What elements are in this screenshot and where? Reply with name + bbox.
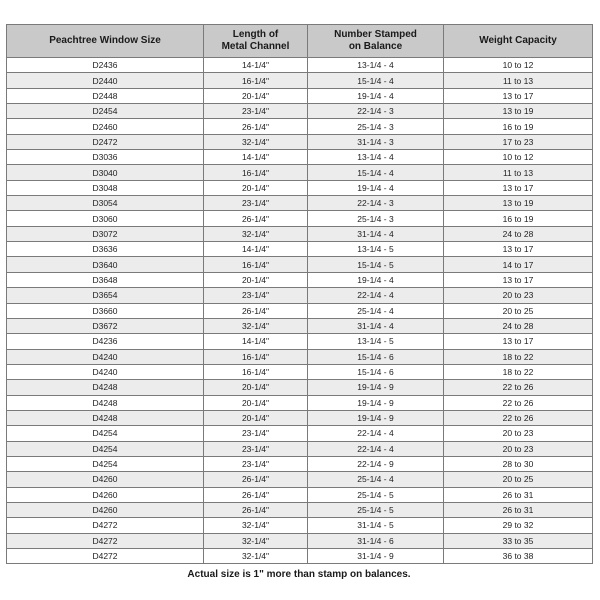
- cell-channel-length: 32-1/4": [204, 533, 308, 548]
- cell-channel-length: 23-1/4": [204, 196, 308, 211]
- table-row: [7, 288, 593, 303]
- table-row: [7, 364, 593, 379]
- cell-balance-stamp: 31-1/4 - 3: [308, 134, 444, 149]
- cell-balance-stamp: 19-1/4 - 9: [308, 380, 444, 395]
- cell-weight-capacity: 22 to 26: [444, 410, 593, 425]
- table-row: [7, 211, 593, 226]
- table-row: [7, 58, 593, 73]
- cell-window-size: D4254: [7, 456, 204, 471]
- table-row: [7, 119, 593, 134]
- cell-weight-capacity: 26 to 31: [444, 487, 593, 502]
- cell-window-size: D3648: [7, 272, 204, 287]
- table-row: [7, 441, 593, 456]
- table-row: [7, 533, 593, 548]
- cell-balance-stamp: 31-1/4 - 4: [308, 318, 444, 333]
- cell-window-size: D3640: [7, 257, 204, 272]
- cell-balance-stamp: 15-1/4 - 5: [308, 257, 444, 272]
- cell-weight-capacity: 29 to 32: [444, 518, 593, 533]
- cell-channel-length: 32-1/4": [204, 518, 308, 533]
- cell-balance-stamp: 15-1/4 - 6: [308, 349, 444, 364]
- cell-balance-stamp: 25-1/4 - 4: [308, 472, 444, 487]
- cell-window-size: D4248: [7, 380, 204, 395]
- cell-channel-length: 20-1/4": [204, 410, 308, 425]
- cell-window-size: D4260: [7, 502, 204, 517]
- cell-window-size: D4236: [7, 334, 204, 349]
- cell-window-size: D4260: [7, 472, 204, 487]
- header-stamp-line2: on Balance: [348, 41, 403, 52]
- table-row: [7, 73, 593, 88]
- cell-channel-length: 20-1/4": [204, 272, 308, 287]
- cell-channel-length: 14-1/4": [204, 242, 308, 257]
- cell-balance-stamp: 15-1/4 - 6: [308, 364, 444, 379]
- header-stamp-line1: Number Stamped: [334, 29, 417, 40]
- balance-chart-sheet: [6, 24, 592, 580]
- cell-weight-capacity: 13 to 17: [444, 272, 593, 287]
- cell-channel-length: 16-1/4": [204, 257, 308, 272]
- cell-channel-length: 26-1/4": [204, 211, 308, 226]
- cell-channel-length: 20-1/4": [204, 380, 308, 395]
- table-row: [7, 180, 593, 195]
- table-row: [7, 165, 593, 180]
- cell-weight-capacity: 13 to 17: [444, 88, 593, 103]
- cell-balance-stamp: 19-1/4 - 9: [308, 395, 444, 410]
- cell-weight-capacity: 14 to 17: [444, 257, 593, 272]
- table-row: [7, 257, 593, 272]
- cell-window-size: D3048: [7, 180, 204, 195]
- cell-weight-capacity: 26 to 31: [444, 502, 593, 517]
- cell-balance-stamp: 25-1/4 - 3: [308, 211, 444, 226]
- header-balance-stamp: [308, 25, 444, 58]
- cell-window-size: D3040: [7, 165, 204, 180]
- cell-channel-length: 23-1/4": [204, 104, 308, 119]
- cell-balance-stamp: 22-1/4 - 4: [308, 441, 444, 456]
- cell-channel-length: 20-1/4": [204, 180, 308, 195]
- cell-balance-stamp: 25-1/4 - 4: [308, 303, 444, 318]
- cell-balance-stamp: 31-1/4 - 6: [308, 533, 444, 548]
- cell-balance-stamp: 13-1/4 - 5: [308, 242, 444, 257]
- table-row: [7, 456, 593, 471]
- table-row: [7, 272, 593, 287]
- cell-weight-capacity: 13 to 19: [444, 104, 593, 119]
- cell-window-size: D3060: [7, 211, 204, 226]
- cell-weight-capacity: 24 to 28: [444, 226, 593, 241]
- cell-window-size: D3036: [7, 150, 204, 165]
- cell-window-size: D4248: [7, 410, 204, 425]
- cell-balance-stamp: 19-1/4 - 4: [308, 88, 444, 103]
- table-row: [7, 88, 593, 103]
- cell-window-size: D3054: [7, 196, 204, 211]
- cell-channel-length: 16-1/4": [204, 349, 308, 364]
- cell-balance-stamp: 13-1/4 - 4: [308, 150, 444, 165]
- cell-balance-stamp: 31-1/4 - 9: [308, 549, 444, 564]
- table-row: [7, 104, 593, 119]
- cell-window-size: D4260: [7, 487, 204, 502]
- header-weight-label: Weight Capacity: [479, 35, 557, 46]
- table-row: [7, 334, 593, 349]
- cell-balance-stamp: 22-1/4 - 4: [308, 426, 444, 441]
- cell-balance-stamp: 22-1/4 - 3: [308, 104, 444, 119]
- cell-channel-length: 16-1/4": [204, 73, 308, 88]
- cell-window-size: D3072: [7, 226, 204, 241]
- cell-weight-capacity: 22 to 26: [444, 395, 593, 410]
- cell-weight-capacity: 28 to 30: [444, 456, 593, 471]
- cell-weight-capacity: 36 to 38: [444, 549, 593, 564]
- cell-balance-stamp: 22-1/4 - 9: [308, 456, 444, 471]
- cell-balance-stamp: 31-1/4 - 4: [308, 226, 444, 241]
- cell-window-size: D4272: [7, 549, 204, 564]
- cell-weight-capacity: 13 to 17: [444, 180, 593, 195]
- cell-weight-capacity: 16 to 19: [444, 119, 593, 134]
- cell-window-size: D3654: [7, 288, 204, 303]
- cell-channel-length: 26-1/4": [204, 472, 308, 487]
- cell-balance-stamp: 19-1/4 - 4: [308, 180, 444, 195]
- cell-balance-stamp: 25-1/4 - 5: [308, 487, 444, 502]
- cell-channel-length: 32-1/4": [204, 226, 308, 241]
- cell-weight-capacity: 18 to 22: [444, 349, 593, 364]
- table-row: [7, 349, 593, 364]
- cell-balance-stamp: 31-1/4 - 5: [308, 518, 444, 533]
- cell-balance-stamp: 13-1/4 - 4: [308, 58, 444, 73]
- table-row: [7, 134, 593, 149]
- cell-channel-length: 20-1/4": [204, 88, 308, 103]
- cell-channel-length: 23-1/4": [204, 441, 308, 456]
- table-row: [7, 226, 593, 241]
- cell-balance-stamp: 19-1/4 - 9: [308, 410, 444, 425]
- cell-weight-capacity: 22 to 26: [444, 380, 593, 395]
- cell-window-size: D4240: [7, 349, 204, 364]
- table-row: [7, 472, 593, 487]
- cell-balance-stamp: 25-1/4 - 3: [308, 119, 444, 134]
- cell-weight-capacity: 10 to 12: [444, 150, 593, 165]
- cell-balance-stamp: 19-1/4 - 4: [308, 272, 444, 287]
- cell-window-size: D3672: [7, 318, 204, 333]
- cell-window-size: D4254: [7, 441, 204, 456]
- cell-balance-stamp: 22-1/4 - 3: [308, 196, 444, 211]
- cell-channel-length: 14-1/4": [204, 150, 308, 165]
- cell-channel-length: 16-1/4": [204, 165, 308, 180]
- cell-channel-length: 20-1/4": [204, 395, 308, 410]
- table-row: [7, 395, 593, 410]
- cell-weight-capacity: 13 to 17: [444, 242, 593, 257]
- header-channel-length: [204, 25, 308, 58]
- table-body: [7, 58, 593, 564]
- table-row: [7, 502, 593, 517]
- cell-window-size: D2454: [7, 104, 204, 119]
- cell-window-size: D2448: [7, 88, 204, 103]
- cell-weight-capacity: 10 to 12: [444, 58, 593, 73]
- cell-balance-stamp: 22-1/4 - 4: [308, 288, 444, 303]
- cell-weight-capacity: 20 to 23: [444, 426, 593, 441]
- cell-window-size: D4240: [7, 364, 204, 379]
- header-channel-line1: Length of: [232, 29, 279, 40]
- cell-channel-length: 26-1/4": [204, 119, 308, 134]
- cell-weight-capacity: 17 to 23: [444, 134, 593, 149]
- cell-balance-stamp: 15-1/4 - 4: [308, 165, 444, 180]
- header-window-size: [7, 25, 204, 58]
- cell-weight-capacity: 20 to 25: [444, 472, 593, 487]
- cell-weight-capacity: 24 to 28: [444, 318, 593, 333]
- header-channel-line2: Metal Channel: [221, 41, 290, 52]
- cell-window-size: D2460: [7, 119, 204, 134]
- table-row: [7, 518, 593, 533]
- cell-channel-length: 32-1/4": [204, 318, 308, 333]
- cell-channel-length: 16-1/4": [204, 364, 308, 379]
- cell-channel-length: 23-1/4": [204, 288, 308, 303]
- cell-window-size: D2440: [7, 73, 204, 88]
- cell-channel-length: 23-1/4": [204, 426, 308, 441]
- cell-channel-length: 32-1/4": [204, 134, 308, 149]
- cell-balance-stamp: 25-1/4 - 5: [308, 502, 444, 517]
- cell-balance-stamp: 13-1/4 - 5: [308, 334, 444, 349]
- cell-balance-stamp: 15-1/4 - 4: [308, 73, 444, 88]
- table-row: [7, 150, 593, 165]
- table-row: [7, 426, 593, 441]
- table-row: [7, 318, 593, 333]
- table-row: [7, 549, 593, 564]
- cell-channel-length: 32-1/4": [204, 549, 308, 564]
- table-header-row: [7, 25, 593, 58]
- table-row: [7, 410, 593, 425]
- cell-window-size: D2436: [7, 58, 204, 73]
- cell-window-size: D3636: [7, 242, 204, 257]
- table-row: [7, 303, 593, 318]
- cell-channel-length: 23-1/4": [204, 456, 308, 471]
- balance-size-table: [6, 24, 593, 564]
- cell-window-size: D2472: [7, 134, 204, 149]
- cell-weight-capacity: 11 to 13: [444, 73, 593, 88]
- cell-window-size: D4248: [7, 395, 204, 410]
- cell-window-size: D4254: [7, 426, 204, 441]
- cell-channel-length: 26-1/4": [204, 502, 308, 517]
- cell-channel-length: 26-1/4": [204, 487, 308, 502]
- footnote: Actual size is 1" more than stamp on balances.: [187, 569, 411, 581]
- header-weight-capacity: [444, 25, 593, 58]
- cell-window-size: D4272: [7, 518, 204, 533]
- cell-weight-capacity: 11 to 13: [444, 165, 593, 180]
- table-row: [7, 487, 593, 502]
- table-row: [7, 380, 593, 395]
- header-window-size-label: Peachtree Window Size: [49, 35, 161, 46]
- cell-weight-capacity: 20 to 23: [444, 288, 593, 303]
- cell-weight-capacity: 13 to 19: [444, 196, 593, 211]
- cell-weight-capacity: 16 to 19: [444, 211, 593, 226]
- cell-weight-capacity: 20 to 23: [444, 441, 593, 456]
- cell-window-size: D3660: [7, 303, 204, 318]
- cell-weight-capacity: 33 to 35: [444, 533, 593, 548]
- cell-weight-capacity: 18 to 22: [444, 364, 593, 379]
- table-row: [7, 242, 593, 257]
- cell-channel-length: 14-1/4": [204, 58, 308, 73]
- cell-channel-length: 14-1/4": [204, 334, 308, 349]
- cell-weight-capacity: 20 to 25: [444, 303, 593, 318]
- cell-weight-capacity: 13 to 17: [444, 334, 593, 349]
- cell-channel-length: 26-1/4": [204, 303, 308, 318]
- table-row: [7, 196, 593, 211]
- cell-window-size: D4272: [7, 533, 204, 548]
